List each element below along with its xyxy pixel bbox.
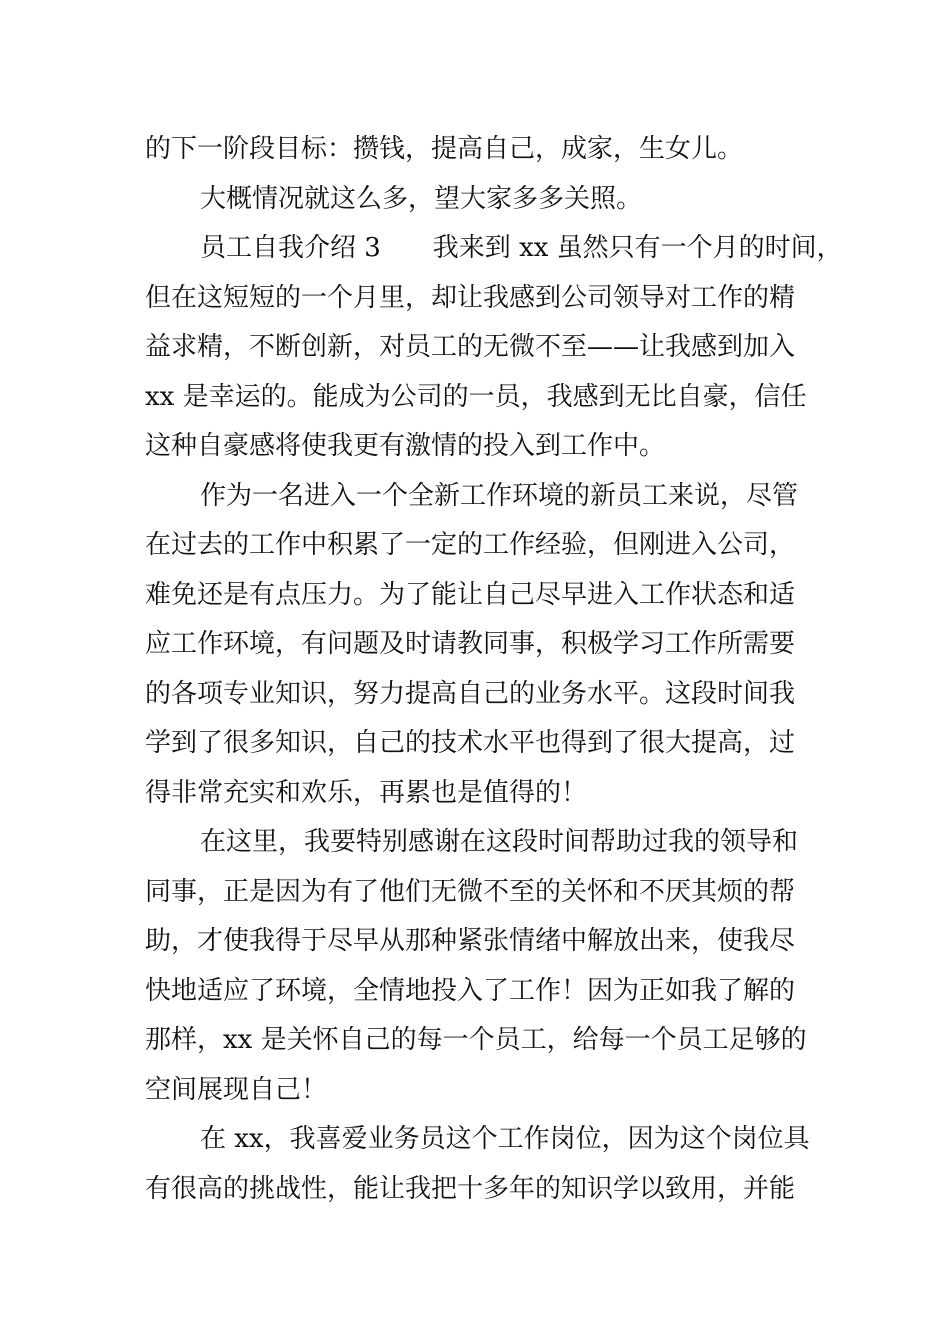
text-line: 空间展现自己！: [145, 1074, 328, 1105]
text-line: 快地适应了环境，全情地投入了工作！因为正如我了解的: [145, 975, 796, 1006]
text-line: 那样，xx 是关怀自己的每一个员工，给每一个员工足够的: [145, 1025, 807, 1055]
text-line: 有很高的挑战性，能让我把十多年的知识学以致用，并能: [145, 1173, 796, 1204]
text-line: xx 是幸运的。能成为公司的一员，我感到无比自豪，信任: [145, 381, 807, 412]
text-line: 但在这短短的一个月里，却让我感到公司领导对工作的精: [145, 282, 796, 313]
text-line: 同事，正是因为有了他们无微不至的关怀和不厌其烦的帮: [145, 876, 796, 907]
text-line: 员工自我介绍 3 我来到 xx 虽然只有一个月的时间，: [200, 233, 843, 263]
text-line: 在过去的工作中积累了一定的工作经验，但刚进入公司，: [145, 530, 796, 560]
text-line: 学到了很多知识，自己的技术水平也得到了很大提高，过: [145, 728, 796, 758]
text-line: 的下一阶段目标：攒钱，提高自己，成家，生女儿。: [145, 134, 744, 164]
text-line: 应工作环境，有问题及时请教同事，积极学习工作所需要: [145, 629, 796, 659]
text-line: 助，才使我得于尽早从那种紧张情绪中解放出来，使我尽: [145, 926, 796, 956]
text-line: 难免还是有点压力。为了能让自己尽早进入工作状态和适: [145, 579, 796, 610]
text-line: 这种自豪感将使我更有激情的投入到工作中。: [145, 431, 666, 461]
text-line: 在 xx，我喜爱业务员这个工作岗位，因为这个岗位具: [200, 1124, 810, 1154]
text-line: 在这里，我要特别感谢在这段时间帮助过我的领导和: [200, 827, 799, 857]
text-line: 得非常充实和欢乐，再累也是值得的！: [145, 777, 588, 808]
document-body: [145, 125, 843, 1214]
text-line: 大概情况就这么多，望大家多多关照。: [200, 183, 643, 214]
text-line: 益求精，不断创新，对员工的无微不至——让我感到加入: [145, 332, 796, 362]
text-line: 的各项专业知识，努力提高自己的业务水平。这段时间我: [145, 678, 796, 709]
text-line: 作为一名进入一个全新工作环境的新员工来说，尽管: [200, 480, 799, 511]
